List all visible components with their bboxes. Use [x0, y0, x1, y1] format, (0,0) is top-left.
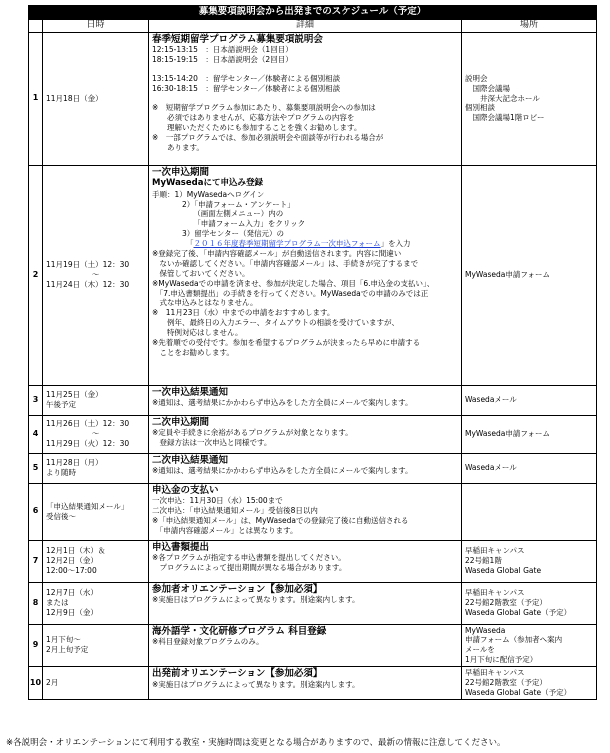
detail-line: ※通知は、選考結果にかかわらず申込みをした方全員にメールで案内します。 [152, 466, 413, 476]
date-line: 12月9日（金） [46, 607, 98, 617]
row-number: 5 [29, 453, 43, 483]
detail-heading: 申込書類提出 [152, 541, 210, 553]
place-line: Waseda Global Gate（予定） [465, 607, 572, 617]
row-date [43, 667, 149, 700]
detail-line: ※MyWasedaでの申請を済ませ、参加が決定した場合、項目「6.申込金の支払い」、 [152, 278, 435, 288]
place-line: 国際会議場 [465, 83, 510, 93]
application-form-link[interactable]: ２０１６年度春季短期留学プログラム一次申込フォーム [193, 239, 381, 249]
header-no [29, 19, 43, 32]
detail-line [152, 65, 458, 74]
header-detail: 詳細 [149, 19, 462, 32]
detail-line: ※ 短期留学プログラム参加にあたり、募集要項説明会への参加は [152, 102, 376, 112]
detail-subheading: MyWasedaにて申込み登録 [152, 178, 263, 189]
place-line: 井深大記念ホール [465, 93, 540, 103]
row-date [43, 582, 149, 624]
detail-line: ※実施日はプログラムによって異なります。別途案内します。 [152, 595, 360, 605]
detail-line [152, 94, 458, 103]
detail-line: 特例対応はしません。 [152, 328, 243, 338]
date-line: ～ [91, 429, 100, 439]
row-place [462, 453, 597, 483]
date-line: 11月29日（火）12：30 [46, 438, 130, 448]
row-detail [149, 483, 462, 540]
detail-line: ※定員や手続きに余裕があるプログラムが対象となります。 [152, 428, 353, 438]
place-line: 早稲田キャンパス [465, 588, 525, 598]
row-number: 2 [29, 165, 43, 385]
detail-line: （画面左側メニュー）内の [152, 209, 284, 219]
place-line: MyWaseda [465, 625, 506, 635]
row-date [43, 540, 149, 582]
header-place: 場所 [462, 19, 597, 32]
detail-line: ないか確認してください。「申請内容確認メール」は、手続きが完了するまで [152, 258, 419, 268]
schedule-row [29, 582, 597, 624]
date-line: ～ [91, 270, 100, 280]
place-line: 国際会議場1階ロビー [465, 113, 545, 123]
detail-line: あります。 [152, 142, 204, 152]
row-detail [149, 667, 462, 700]
row-detail [149, 624, 462, 667]
place-line: 説明会 [465, 73, 488, 83]
detail-line: 一次申込：11月30日（水）15:00まで [152, 496, 283, 506]
row-number: 7 [29, 540, 43, 582]
link-suffix: を入力 [388, 239, 411, 249]
detail-line: ※登録完了後、「申請内容確認メール」が自動送信されます。内容に間違い [152, 248, 402, 258]
detail-line: 例年、最終日の入力エラー、タイムアウトの相談を受けていますが、 [152, 318, 400, 328]
row-date [43, 624, 149, 667]
row-place [462, 165, 597, 385]
detail-line: 保管しておいてください。 [152, 268, 250, 278]
place-line: 22号館2階教室（予定） [465, 677, 547, 687]
detail-heading: 二次申込期間 [152, 416, 210, 428]
detail-line: 12:15-13:15 ：日本語説明会（1回目） [152, 45, 293, 55]
date-line: 11月19日（土）12：30 [46, 260, 130, 270]
schedule-row [29, 385, 597, 415]
detail-line: 手順：1）MyWasedaへログイン [152, 189, 265, 199]
detail-line: 18:15-19:15 ：日本語説明会（2回目） [152, 55, 293, 65]
row-detail [149, 540, 462, 582]
schedule-row [29, 483, 597, 540]
place-line: 1月下旬に配信予定） [465, 655, 538, 665]
detail-line: ※ 一部プログラムでは、参加必須説明会や面談等が行われる場合が [152, 132, 384, 142]
detail-line: 13:15-14:20 ：留学センター／体験者による個別相談 [152, 74, 341, 84]
date-line: 「申込結果通知メール」 [46, 501, 129, 511]
row-number: 10 [29, 667, 43, 700]
detail-line: ※「申込結果通知メール」は、MyWasedaでの登録完了後に自動送信される [152, 516, 409, 526]
detail-line: 式な申込みとはなりません。 [152, 298, 258, 308]
detail-heading: 申込金の支払い [152, 484, 219, 496]
place-line: Waseda Global Gate [465, 565, 542, 575]
schedule-row [29, 165, 597, 385]
date-line: 11月18日（金） [46, 93, 103, 103]
detail-line: ※各プログラムが指定する申込書類を提出してください。 [152, 553, 346, 563]
place-line: メールを [465, 645, 495, 655]
date-line: 12月7日（水） [46, 588, 98, 598]
row-detail [149, 385, 462, 415]
row-place [462, 582, 597, 624]
place-line: Waseda Global Gate（予定） [465, 687, 572, 697]
row-place [462, 540, 597, 582]
row-number: 3 [29, 385, 43, 415]
row-number: 9 [29, 624, 43, 667]
row-number: 8 [29, 582, 43, 624]
detail-heading: 参加者オリエンテーション【参加必須】 [152, 583, 323, 595]
detail-line: ※先着順での受付です。参加を希望するプログラムが決まったら早めに申請する [152, 337, 421, 347]
date-line: 12:00～17:00 [46, 565, 97, 575]
detail-heading: 二次申込結果通知 [152, 454, 229, 466]
row-place [462, 483, 597, 540]
row-place [462, 385, 597, 415]
date-line: 11月25日（金） [46, 390, 103, 400]
row-date [43, 415, 149, 453]
detail-heading: 一次申込期間 [152, 166, 210, 178]
schedule-row [29, 540, 597, 582]
detail-line: 二次申込：「申込結果通知メール」受信後8日以内 [152, 506, 318, 516]
date-line: 12月1日（木）＆ [46, 546, 106, 556]
schedule-row [29, 32, 597, 165]
date-line: 11月24日（木）12：30 [46, 279, 130, 289]
date-line: 11月26日（土）12：30 [46, 419, 130, 429]
date-line: 2月上旬予定 [46, 645, 89, 655]
place-line: 22号館1階 [465, 556, 502, 566]
place-line: 早稲田キャンパス [465, 546, 525, 556]
date-line: より随時 [46, 468, 76, 478]
place-line: Wasedaメール [465, 395, 517, 405]
detail-heading: 海外語学・文化研修プログラム 科目登録 [152, 625, 327, 637]
detail-line: 「申請内容確認メール」とは異なります。 [152, 526, 298, 536]
schedule-table [28, 5, 597, 700]
date-line: または [46, 598, 69, 608]
row-place [462, 415, 597, 453]
detail-heading: 出発前オリエンテーション【参加必須】 [152, 668, 323, 680]
place-line: 早稲田キャンパス [465, 668, 525, 678]
detail-line: ※科目登録対象プログラムのみ。 [152, 637, 264, 647]
date-line: 12月2日（金） [46, 556, 98, 566]
row-detail [149, 453, 462, 483]
detail-line: ※通知は、選考結果にかかわらず申込みをした方全員にメールで案内します。 [152, 398, 413, 408]
schedule-title: 募集要項説明会から出発までのスケジュール（予定） [29, 6, 597, 20]
footnote: ※各説明会・オリエンテーションにて利用する教室・実施時間は変更となる場合がありますので、最新の情報に注意してください。 [6, 738, 506, 748]
detail-line: 2）「申請フォーム・アンケート」 [152, 199, 295, 209]
place-line: Wasedaメール [465, 463, 517, 473]
row-number: 6 [29, 483, 43, 540]
place-line: MyWaseda申請フォーム [465, 429, 550, 439]
row-number: 1 [29, 32, 43, 165]
row-place [462, 32, 597, 165]
schedule-row [29, 667, 597, 700]
detail-line: 登録方法は一次申込と同様です。 [152, 438, 272, 448]
detail-line: 16:30-18:15 ：留学センター／体験者による個別相談 [152, 84, 341, 94]
row-detail [149, 32, 462, 165]
schedule-row [29, 453, 597, 483]
row-detail [149, 415, 462, 453]
detail-line: 「7.申込書類提出」の手続きを行ってください。MyWasedaでの申請のみでは正 [152, 288, 429, 298]
row-date [43, 165, 149, 385]
detail-line: ※実施日はプログラムによって異なります。別途案内します。 [152, 679, 360, 689]
row-detail [149, 582, 462, 624]
detail-line: 必須ではありませんが、応募方法やプログラムの内容を [152, 112, 355, 122]
place-line: 個別相談 [465, 103, 495, 113]
date-line: 1月下旬～ [46, 635, 81, 645]
schedule-row [29, 415, 597, 453]
detail-line: 3）留学センター（発信元）の [152, 229, 284, 239]
row-date [43, 385, 149, 415]
date-line: 受信後～ [46, 511, 76, 521]
date-line: 午後予定 [46, 400, 76, 410]
row-detail: 一次申込期間 MyWasedaにて申込み登録 手順：1）MyWasedaへログイン 2）「申請フォーム・アンケート」 （画面左側メニュー）内の 「申請フォーム入力」をクリック 3）留学センター（発信元）の 「２０１６年度春季短期留学プログラム一次申込フォーム」を入力 ※登録完了後、「申請内容確認メール」が自動送信されます。内容に間違い ないか確認してください。「申請内容確認メール」は、手続きが完了するまで 保管しておいてください。 ※MyWasedaでの申請を済ませ、参加が決定した場合、項目「6.申込金の支払い」、 「7.申込書類提出」の手続きを行ってください。MyWasedaでの申請のみでは正 式な申込みとはなりません。 ※ 11月23日（水）中までの申請をおすすめします。 例年、最終日の入力エラー、タイムアウトの相談を受けていますが、 特例対応はしません。 ※先着順での受付です。参加を希望するプログラムが決まったら早めに申請する ことをお勧めします。 [149, 165, 462, 385]
detail-heading: 春季短期留学プログラム募集要項説明会 [152, 33, 323, 45]
detail-line: ことをお勧めします。 [152, 347, 234, 357]
detail-heading: 一次申込結果通知 [152, 386, 229, 398]
row-place [462, 624, 597, 667]
row-date [43, 483, 149, 540]
row-number: 4 [29, 415, 43, 453]
detail-line: ※ 11月23日（水）中までの申請をおすすめします。 [152, 308, 335, 318]
place-line: 22号館2階教室（予定） [465, 598, 547, 608]
row-place [462, 667, 597, 700]
place-line: MyWaseda申請フォーム [465, 270, 550, 280]
schedule-row [29, 624, 597, 667]
place-line: 申請フォーム（参加者へ案内 [465, 635, 563, 645]
detail-line: 「申請フォーム入力」をクリック [152, 219, 306, 229]
detail-line: プログラムによって提出期間が異なる場合があります。 [152, 563, 347, 573]
row-date [43, 32, 149, 165]
date-line: 2月 [46, 677, 59, 687]
date-line: 11月28日（月） [46, 458, 103, 468]
header-date: 日時 [43, 19, 149, 32]
row-date [43, 453, 149, 483]
detail-line: 理解いただくためにも参加することを強くお勧めします。 [152, 122, 362, 132]
